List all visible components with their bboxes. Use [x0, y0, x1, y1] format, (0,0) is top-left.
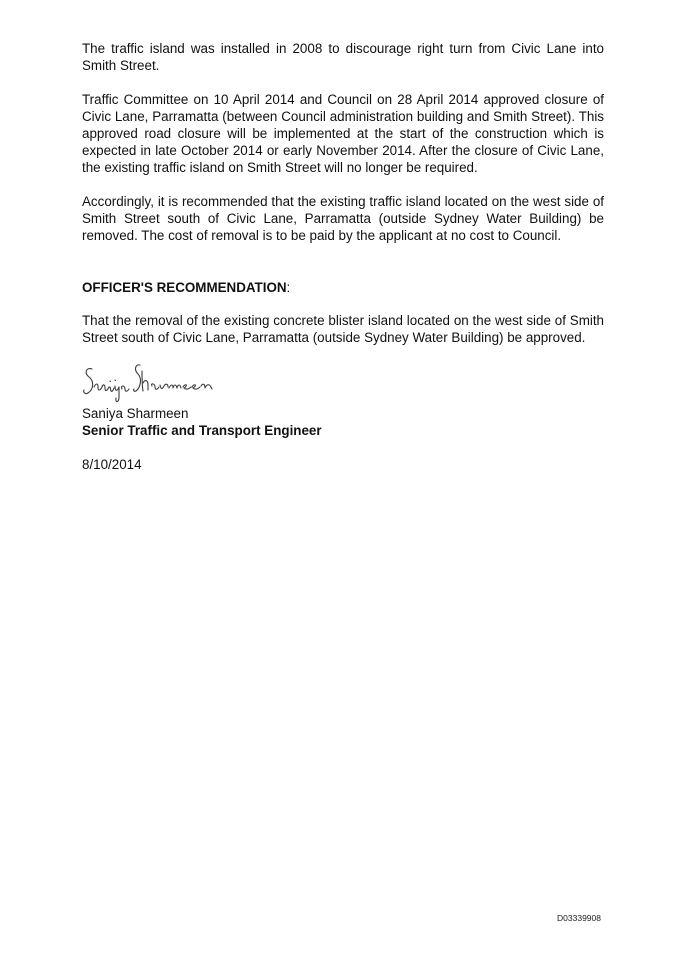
- recommendation-heading: [82, 261, 604, 296]
- paragraph-traffic-island-history: The traffic island was installed in 2008 to discourage right turn from Civic Lane into Smith Street.: [82, 41, 604, 73]
- signatory-title: Senior Traffic and Transport Engineer: [82, 423, 322, 438]
- document-id: D03339908: [557, 913, 601, 923]
- signature-graphic: [78, 361, 228, 407]
- document-date: 8/10/2014: [82, 457, 142, 472]
- recommendation-heading-colon: :: [286, 280, 291, 295]
- handwritten-signature: [82, 363, 242, 405]
- paragraph-road-closure: Traffic Committee on 10 April 2014 and Council on 28 April 2014 approved closure of Civic Lane, Parramatta (between Council administration building and Smith Street). This approved road closure will be implemented at the start of the construction which is expected in late October 2014 or early November 2014. After the closure of Civic Lane, the existing traffic island on Smith Street will no longer be required.: [82, 92, 604, 175]
- recommendation-text: That the removal of the existing concrete blister island located on the west side of Smith Street south of Civic Lane, Parramatta (outside Sydney Water Building) be approved.: [82, 313, 604, 345]
- paragraph-removal-recommendation: Accordingly, it is recommended that the existing traffic island located on the west side of Smith Street south of Civic Lane, Parramatta (outside Sydney Water Building) be removed. The cost of removal is to be paid by the applicant at no cost to Council.: [82, 194, 604, 243]
- recommendation-heading-text: OFFICER'S RECOMMENDATION: [82, 280, 287, 295]
- document-body: [82, 40, 604, 473]
- signatory-name: Saniya Sharmeen: [82, 406, 189, 421]
